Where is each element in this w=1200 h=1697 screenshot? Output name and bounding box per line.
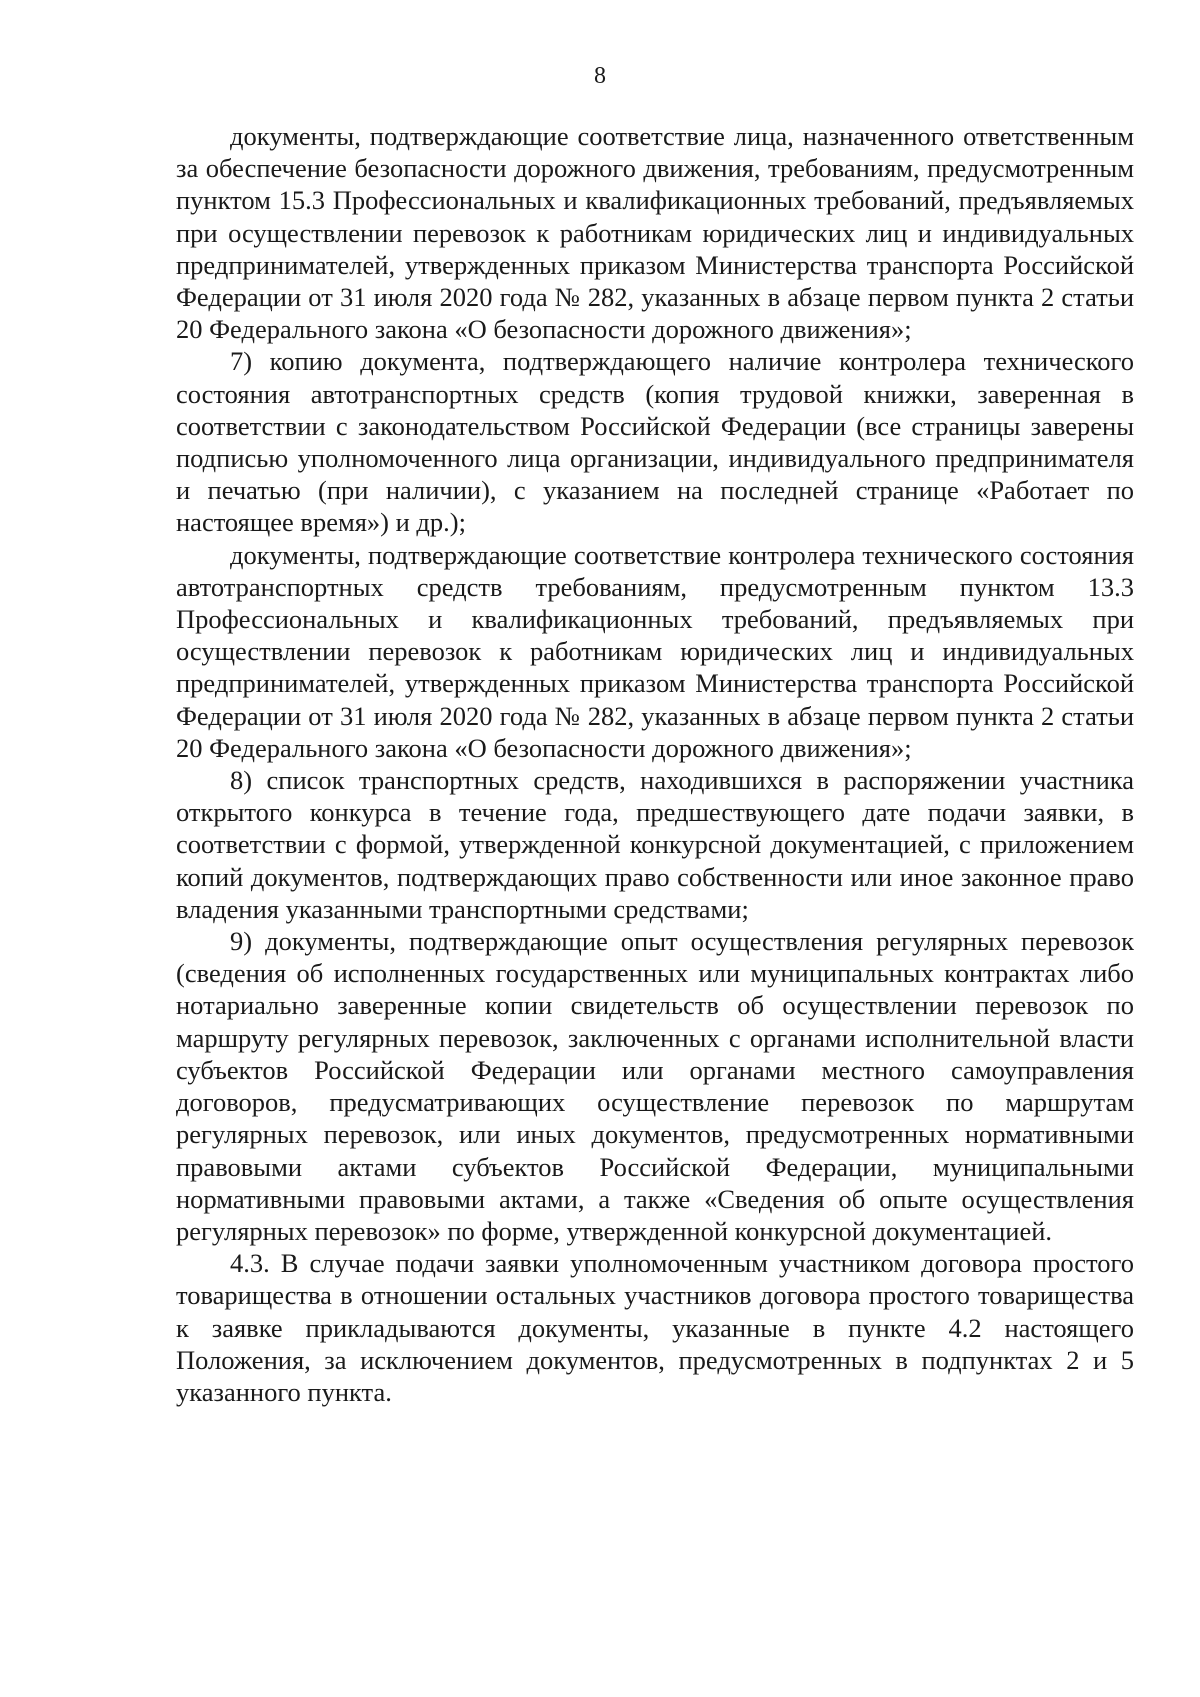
paragraph-item-8: 8) список транспортных средств, находившихся в распоряжении участника открытого конкурса в течение года, предшествующего дате подачи заявки, в соответствии с формой, утвержденной конкурсной документацией, с приложением копий документов, подтверждающих право собственности или иное законное право владения указанными транспортными средствами; (176, 765, 1134, 924)
page-number: 8 (594, 63, 606, 89)
paragraph-item-9: 9) документы, подтверждающие опыт осуществления регулярных перевозок (сведения об исполненных государственных или муниципальных контрактах либо нотариально заверенные копии свидетельств об осуществлении перевозок по маршруту регулярных перевозок, заключенных с органами исполнительной власти субъектов Российской Федерации или органами местного самоуправления договоров, предусматривающих осуществление перевозок по маршрутам регулярных перевозок, или иных документов, предусмотренных нормативными правовыми актами субъектов Российской Федерации, муниципальными нормативными правовыми актами, а также «Сведения об опыте осуществления регулярных перевозок» по форме, утвержденной конкурсной документацией. (176, 926, 1134, 1246)
paragraph-section-4-3: 4.3. В случае подачи заявки уполномоченным участником договора простого товарищества в отношении остальных участников договора простого товарищества к заявке прикладываются документы, указанные в пункте 4.2 настоящего Положения, за исключением документов, предусмотренных в подпунктах 2 и 5 указанного пункта. (176, 1248, 1134, 1407)
paragraph-controller-documents: документы, подтверждающие соответствие контролера технического состояния автотранспортных средств требованиям, предусмотренным пунктом 13.3 Профессиональных и квалификационных требований, предъявляемых при осуществлении перевозок к работникам юридических лиц и индивидуальных предпринимателей, утвержденных приказом Министерства транспорта Российской Федерации от 31 июля 2020 года № 282, указанных в абзаце первом пункта 2 статьи 20 Федерального закона «О безопасности дорожного движения»; (176, 539, 1134, 763)
paragraph-item-7: 7) копию документа, подтверждающего наличие контролера технического состояния автотранспортных средств (копия трудовой книжки, заверенная в соответствии с законодательством Российской Федерации (все страницы заверены подписью уполномоченного лица организации, индивидуального предпринимателя и печатью (при наличии), с указанием на последней странице «Работает по настоящее время») и др.); (176, 346, 1134, 538)
document-body (176, 120, 1134, 1408)
paragraph-safety-officer-documents: документы, подтверждающие соответствие лица, назначенного ответственным за обеспечение безопасности дорожного движения, требованиям, предусмотренным пунктом 15.3 Профессиональных и квалификационных требований, предъявляемых при осуществлении перевозок к работникам юридических лиц и индивидуальных предпринимателей, утвержденных приказом Министерства транспорта Российской Федерации от 31 июля 2020 года № 282, указанных в абзаце первом пункта 2 статьи 20 Федерального закона «О безопасности дорожного движения»; (176, 121, 1134, 345)
